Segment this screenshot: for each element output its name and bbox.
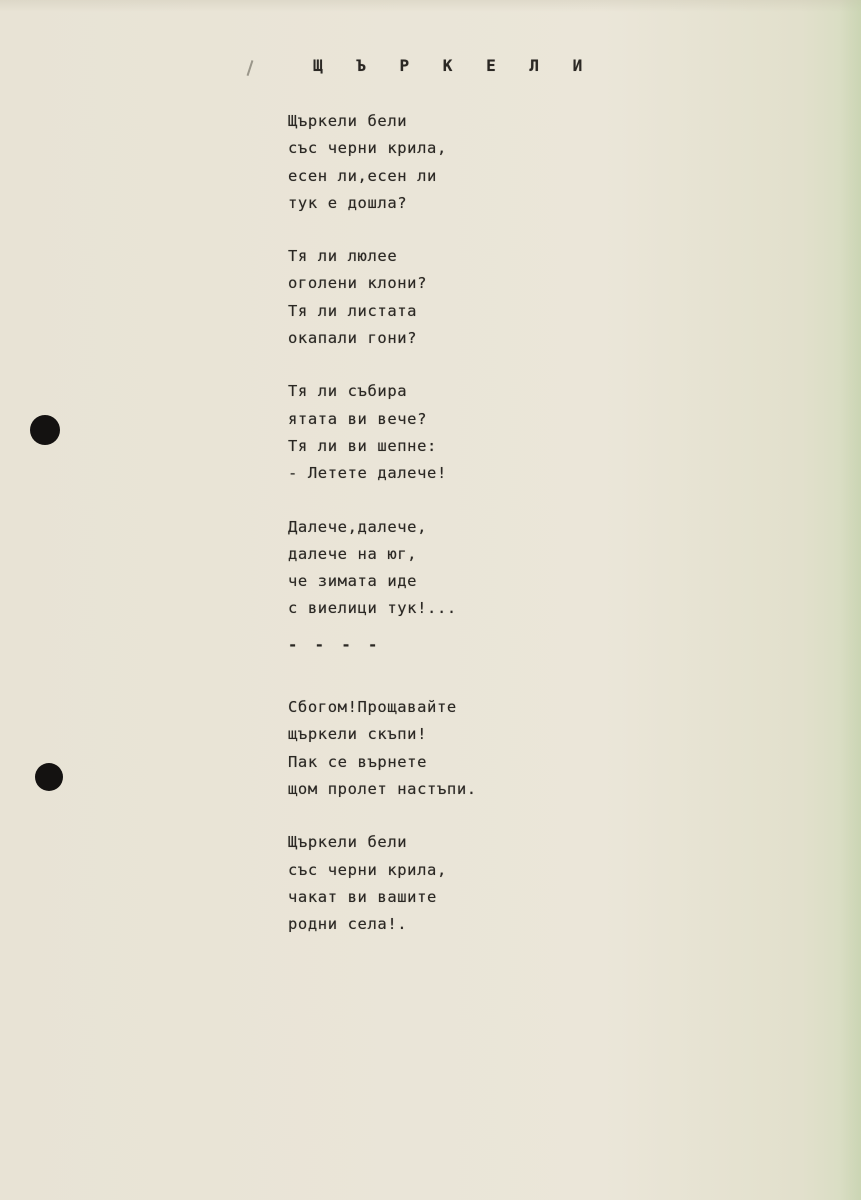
poem-line: Тя ли листата [288, 301, 418, 320]
poem-line: родни села!. [288, 915, 408, 934]
poem-line: със черни крила, [288, 139, 447, 158]
poem-line: тук е дошла? [288, 193, 408, 212]
poem-line: Щъркели бели [288, 833, 408, 852]
poem-line: щом пролет настъпи. [288, 779, 477, 798]
poem-line: оголени клони? [288, 274, 428, 293]
poem-line: че зимата иде [288, 572, 418, 591]
stanza-4 [288, 514, 477, 623]
poem-line: ятата ви вече? [288, 409, 428, 428]
pencil-mark [247, 60, 253, 76]
poem-line: далече на юг, [288, 544, 418, 563]
stanza-1 [288, 108, 477, 217]
poem-line: Далече,далече, [288, 517, 428, 536]
section-divider: - - - - [288, 635, 382, 654]
poem-line: Пак се върнете [288, 752, 428, 771]
poem-body [288, 108, 477, 938]
poem-line: окапали гони? [288, 329, 418, 348]
poem-line: Сбогом!Прощавайте [288, 698, 457, 717]
poem-line: с виелици тук!... [288, 599, 457, 618]
poem-line: Тя ли люлее [288, 247, 398, 266]
poem-line: Щъркели бели [288, 112, 408, 130]
poem-title: Щ Ъ Р К Е Л И [313, 56, 595, 75]
poem-line: Тя ли ви шепне: [288, 436, 437, 455]
stanza-2 [288, 243, 477, 352]
stanza-6 [288, 829, 477, 938]
poem-line: есен ли,есен ли [288, 166, 437, 185]
poem-line: - Летете далече! [288, 464, 447, 483]
stanza-3 [288, 378, 477, 487]
poem-line: чакат ви вашите [288, 887, 437, 906]
poem-line: със черни крила, [288, 860, 447, 879]
poem-line: щъркели скъпи! [288, 725, 428, 744]
punch-hole [35, 763, 63, 791]
stanza-5 [288, 694, 477, 803]
punch-hole [30, 415, 60, 445]
poem-line: Тя ли събира [288, 382, 408, 401]
